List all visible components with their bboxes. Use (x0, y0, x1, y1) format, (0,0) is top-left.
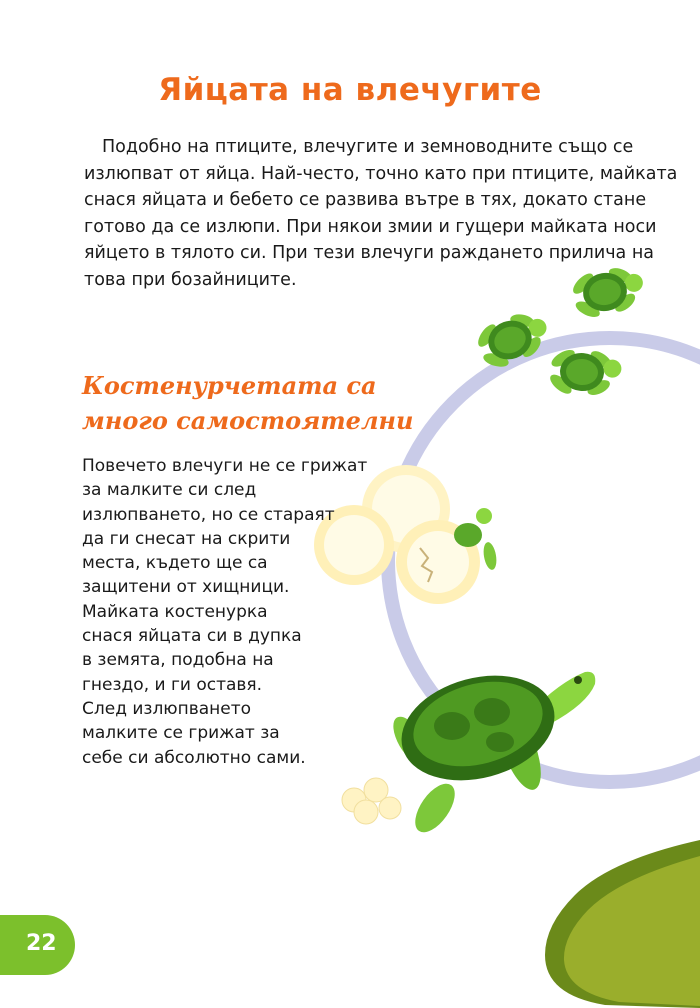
subtitle-line: много самостоятелни (82, 406, 414, 435)
adult-turtle-icon (387, 660, 596, 839)
body-line: себе си абсолютно сами. (82, 747, 306, 768)
body-line: в земята, подобна на (82, 650, 274, 671)
body-line: излюпването, но се стараят (82, 504, 335, 525)
subtitle-line: Костенурчетата са (82, 371, 377, 400)
body-line: Майката костенурка (82, 601, 268, 622)
body-line: места, където ще са (82, 553, 268, 574)
intro-line: яйцето в тялото си. При тези влечуги раждането прилича на (84, 243, 654, 263)
body-paragraph (82, 454, 382, 770)
body-line: Повечето влечуги не се грижат (82, 456, 368, 476)
baby-turtle-icon (546, 344, 623, 402)
body-line: След излюпването (82, 698, 252, 719)
intro-line: снася яйцата и бебето се развива вътре в тях, докато стане (84, 190, 647, 210)
intro-line: Подобно на птиците, влечугите и земноводните също се (102, 137, 634, 157)
body-line: да ги снесат на скрити (82, 528, 291, 549)
page-title: Яйцата на влечугите (158, 72, 542, 108)
baby-turtle-icon (567, 260, 648, 323)
intro-line: готово да се излюпи. При някои змии и гущери майката носи (84, 216, 657, 237)
intro-line: това при бозайниците. (84, 269, 297, 290)
page-number: 22 (26, 931, 57, 956)
intro-line: излюпват от яйца. Най-често, точно като при птиците, майката (84, 163, 678, 184)
egg-clutch-icon (342, 778, 401, 824)
body-line: снася яйцата си в дупка (82, 626, 302, 647)
body-line: гнездо, и ги оставя. (82, 674, 263, 695)
body-line: малките се грижат за (82, 723, 280, 744)
body-line: защитени от хищници. (82, 577, 290, 598)
body-line: за малките си след (82, 480, 257, 501)
crocodile-tail-icon (545, 840, 700, 1008)
page-number-badge (0, 915, 75, 975)
section-subtitle (82, 368, 412, 438)
